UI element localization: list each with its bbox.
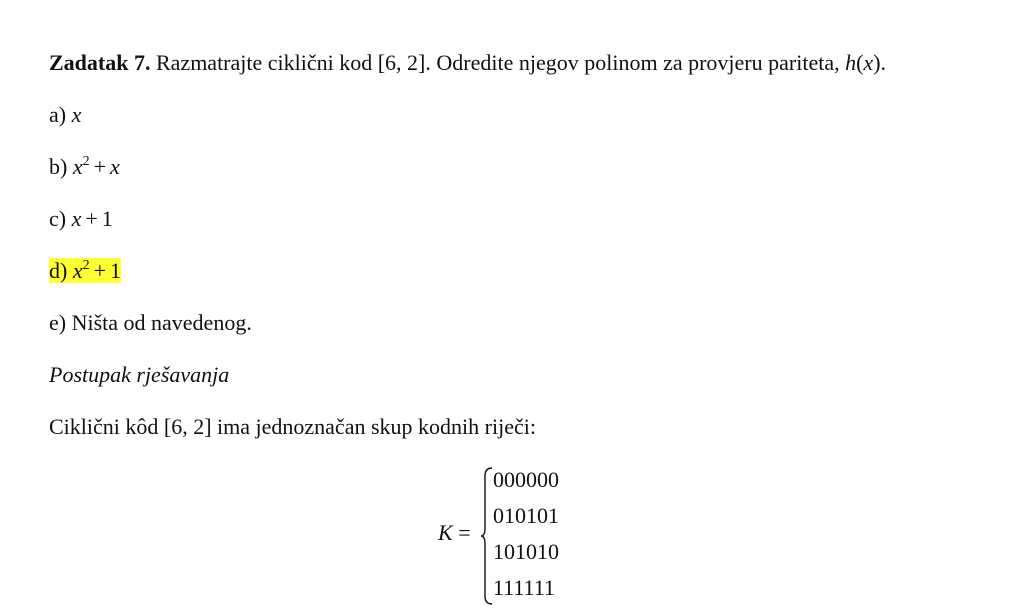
option-b-var: x — [72, 154, 83, 179]
solution-intro: Ciklični kôd [6, 2] ima jednoznačan skup kodnih riječi: — [49, 414, 536, 439]
option-b-prefix: b) — [49, 154, 73, 179]
left-brace-icon — [480, 466, 494, 606]
option-c-var: x — [71, 206, 82, 231]
task-text: Razmatrajte ciklični kod [6, 2]. Odredite njegov polinom za provjeru pariteta, — [150, 50, 846, 75]
option-b-var2: x — [110, 154, 120, 179]
option-c — [49, 206, 113, 232]
codeword: 111111 — [493, 575, 555, 600]
option-a-prefix: a) — [49, 102, 72, 127]
option-d-var: x — [72, 258, 83, 283]
task-x: x — [863, 50, 874, 75]
option-c-prefix: c) — [49, 206, 72, 231]
equation-equals: = — [452, 520, 471, 545]
option-c-const: 1 — [101, 206, 113, 231]
option-a — [49, 102, 81, 128]
equation-var-k: K — [438, 520, 453, 545]
codeword: 101010 — [493, 539, 559, 564]
option-e: e) Ništa od navedenog. — [49, 310, 252, 335]
option-d-exp: 2 — [82, 258, 90, 273]
option-a-var: x — [71, 102, 82, 127]
option-d — [49, 258, 121, 284]
option-b-op: + — [93, 154, 107, 179]
codeword-set-equation — [438, 462, 578, 612]
solution-heading: Postupak rješavanja — [49, 362, 230, 387]
codeword: 000000 — [493, 467, 559, 492]
option-d-const: 1 — [110, 258, 122, 283]
codeword: 010101 — [493, 503, 559, 528]
task-h: h — [845, 50, 857, 75]
option-d-op: + — [93, 258, 107, 283]
option-d-prefix: d) — [49, 258, 73, 283]
equation-lhs — [438, 520, 471, 546]
option-c-op: + — [85, 206, 98, 231]
task-statement — [49, 50, 886, 76]
option-b-exp: 2 — [82, 154, 90, 169]
option-d-highlight — [49, 258, 121, 283]
option-b — [49, 154, 120, 180]
task-paren-close: ). — [873, 50, 887, 75]
task-label: Zadatak 7. — [49, 50, 151, 75]
task-paren-open: ( — [856, 50, 864, 75]
